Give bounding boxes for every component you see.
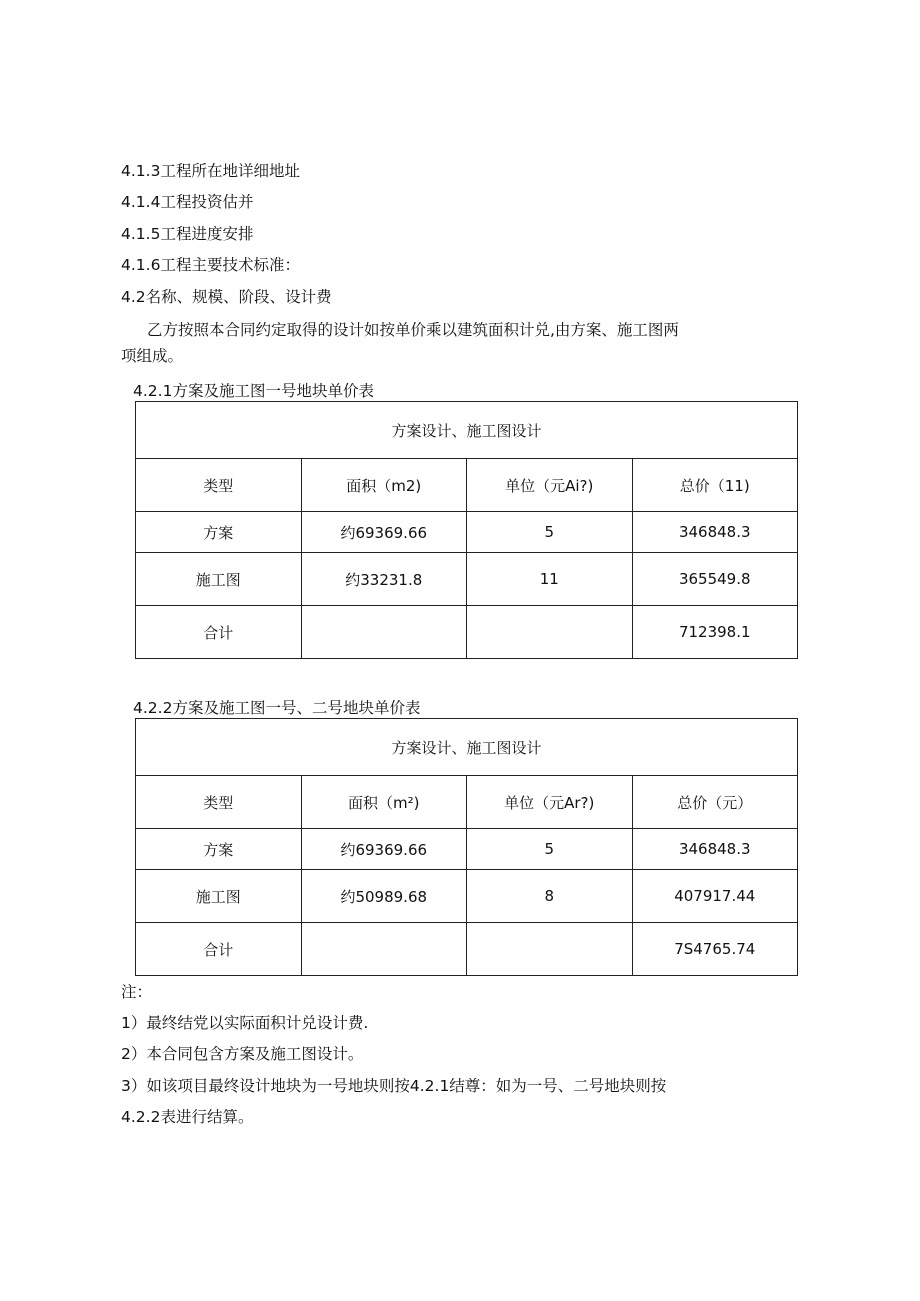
paragraph-line-2: 项组成。 <box>121 347 184 365</box>
table2-col-area: 面积（m²) <box>301 776 467 829</box>
section-4-1-5: 4.1.5工程进度安排 <box>121 225 254 243</box>
table2-r1-area: 约50989.68 <box>301 870 467 923</box>
table1-r2-area <box>301 606 467 659</box>
table1-r2-unit <box>467 606 633 659</box>
table1-r0-total: 346848.3 <box>632 512 798 553</box>
price-table-2 <box>135 718 798 976</box>
table1-r1-unit: 11 <box>467 553 633 606</box>
note-3-line-1: 3）如该项目最终设计地块为一号地块则按4.2.1结尊：如为一号、二号地块则按 <box>121 1077 667 1095</box>
table-row <box>136 923 798 976</box>
table1-r0-unit: 5 <box>467 512 633 553</box>
section-4-1-6: 4.1.6工程主要技术标准： <box>121 256 300 274</box>
table2-r2-unit <box>467 923 633 976</box>
table-row <box>136 829 798 870</box>
table2-r1-type: 施工图 <box>136 870 302 923</box>
price-table-1 <box>135 401 798 659</box>
table2-r0-total: 346848.3 <box>632 829 798 870</box>
table1-col-total: 总价（11) <box>632 459 798 512</box>
table1-caption: 4.2.1方案及施工图一号地块单价表 <box>133 382 374 400</box>
table1-r1-area: 约33231.8 <box>301 553 467 606</box>
table-row <box>136 512 798 553</box>
table1-r0-area: 约69369.66 <box>301 512 467 553</box>
table1-r2-type: 合计 <box>136 606 302 659</box>
table1-r0-type: 方案 <box>136 512 302 553</box>
table1-r1-type: 施工图 <box>136 553 302 606</box>
note-1: 1）最终结党以实际面积计兑设计费. <box>121 1014 369 1032</box>
section-4-1-3: 4.1.3工程所在地详细地址 <box>121 162 300 180</box>
notes-title: 注： <box>121 983 153 1001</box>
table2-r1-total: 407917.44 <box>632 870 798 923</box>
paragraph-line-1: 乙方按照本合同约定取得的设计如按单价乘以建筑面积计兑,由方案、施工图两 <box>147 321 679 339</box>
table2-r1-unit: 8 <box>467 870 633 923</box>
table1-r2-total: 712398.1 <box>632 606 798 659</box>
section-4-1-4: 4.1.4工程投资估并 <box>121 193 254 211</box>
table1-col-unit: 单位（元Ai?) <box>467 459 633 512</box>
table2-col-unit: 单位（元Ar?) <box>467 776 633 829</box>
body-paragraph <box>121 317 801 369</box>
table1-r1-total: 365549.8 <box>632 553 798 606</box>
table1-header: 方案设计、施工图设计 <box>136 402 798 459</box>
section-4-2-heading: 4.2名称、规模、阶段、设计费 <box>121 288 332 306</box>
table2-r0-unit: 5 <box>467 829 633 870</box>
table-row <box>136 553 798 606</box>
note-2: 2）本合同包含方案及施工图设计。 <box>121 1045 364 1063</box>
table2-r2-total: 7S4765.74 <box>632 923 798 976</box>
table-row <box>136 870 798 923</box>
table-row <box>136 606 798 659</box>
table2-r0-type: 方案 <box>136 829 302 870</box>
table2-r2-area <box>301 923 467 976</box>
table2-col-type: 类型 <box>136 776 302 829</box>
table1-col-area: 面积（m2) <box>301 459 467 512</box>
table2-r2-type: 合计 <box>136 923 302 976</box>
table2-column-headers <box>136 776 798 829</box>
table2-header: 方案设计、施工图设计 <box>136 719 798 776</box>
table2-caption: 4.2.2方案及施工图一号、二号地块单价表 <box>133 699 421 717</box>
table2-r0-area: 约69369.66 <box>301 829 467 870</box>
note-3-line-2: 4.2.2表进行结算。 <box>121 1108 254 1126</box>
table1-col-type: 类型 <box>136 459 302 512</box>
table2-col-total: 总价（元） <box>632 776 798 829</box>
table1-column-headers <box>136 459 798 512</box>
